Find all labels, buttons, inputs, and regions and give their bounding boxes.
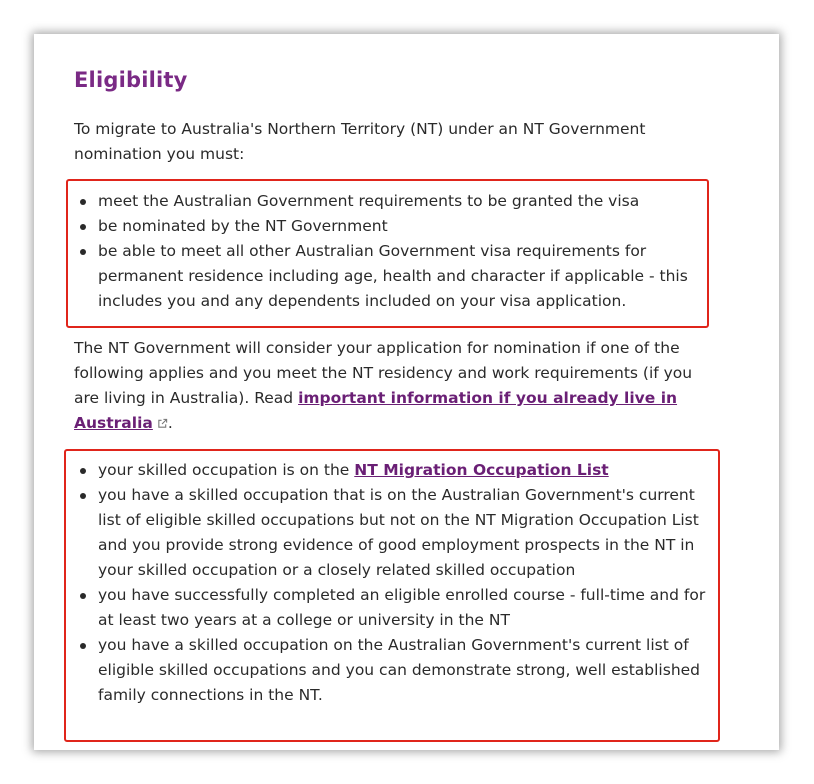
intro-paragraph: To migrate to Australia's Northern Territory (NT) under an NT Government nomination you must: bbox=[74, 120, 646, 163]
list-item: meet the Australian Government requirements to be granted the visa bbox=[98, 189, 710, 214]
list-item: be able to meet all other Australian Government visa requirements for permanent residence including age, health and character if applicable - this includes you and any dependents included on your visa application. bbox=[98, 239, 710, 314]
list-item: you have successfully completed an eligible enrolled course - full-time and for at least two years at a college or university in the NT bbox=[98, 583, 710, 633]
occupation-list-link[interactable]: NT Migration Occupation List bbox=[354, 461, 609, 479]
list-item: be nominated by the NT Government bbox=[98, 214, 710, 239]
content-card bbox=[34, 34, 779, 750]
live-in-australia-link[interactable]: important information if you already live in Australia bbox=[74, 389, 678, 432]
condition-text: your skilled occupation is on the bbox=[98, 461, 355, 479]
consideration-text: The NT Government will consider your application for nomination if one of the following applies and you meet the NT residency and work requirements (if you are living in Australia). Read bbox=[74, 339, 693, 407]
highlight-box-conditions bbox=[64, 449, 720, 742]
external-link-icon[interactable] bbox=[157, 418, 168, 429]
consideration-paragraph bbox=[74, 336, 706, 436]
list-item: you have a skilled occupation that is on the Australian Government's current list of eligible skilled occupations but not on the NT Migration Occupation List and you provide strong evidence of good employment prospects in the NT in your skilled occupation or a closely related skilled occupation bbox=[98, 483, 710, 583]
consideration-end: . bbox=[167, 414, 173, 432]
page-title: Eligibility bbox=[74, 68, 188, 92]
list-item: you have a skilled occupation on the Australian Government's current list of eligible skilled occupations and you can demonstrate strong, well established family connections in the NT. bbox=[98, 633, 710, 708]
highlight-box-requirements bbox=[66, 179, 709, 328]
